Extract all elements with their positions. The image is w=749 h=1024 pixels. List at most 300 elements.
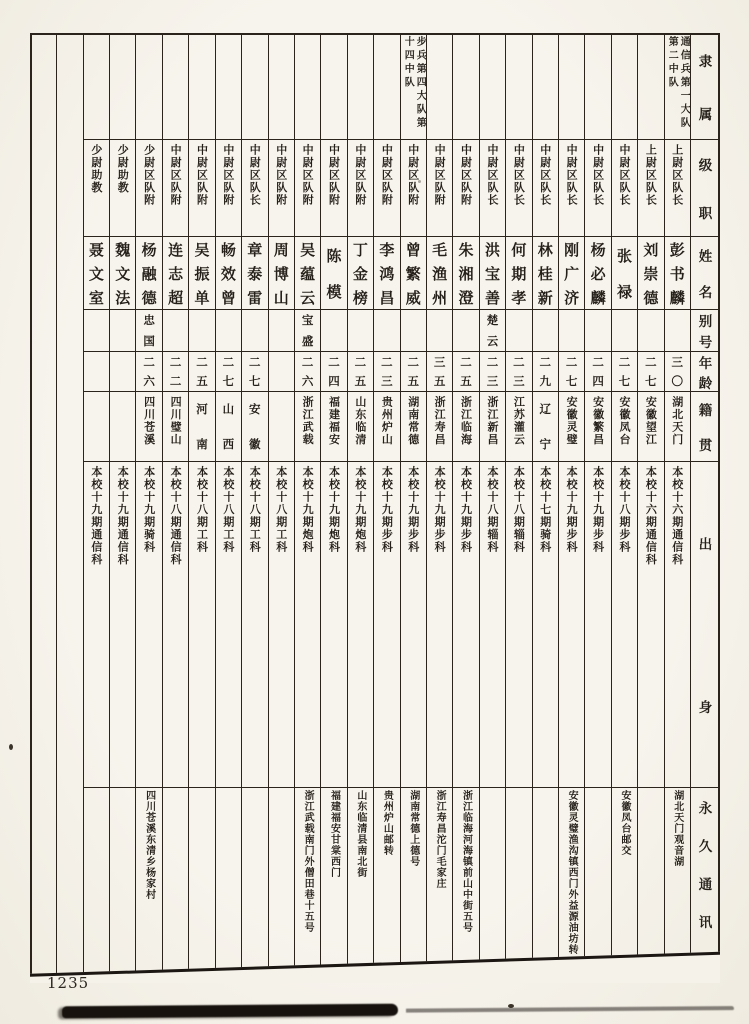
age-text <box>84 352 109 391</box>
name-text: 何 期 孝 <box>511 240 527 307</box>
origin-text: 本校十九期步科 <box>380 466 394 554</box>
age-row-cell <box>427 352 452 392</box>
alias-row-cell <box>612 310 637 352</box>
origin-row-cell <box>453 462 478 788</box>
address-row-cell <box>533 788 558 978</box>
affiliation-row-cell <box>84 33 109 140</box>
name-row-cell <box>401 237 426 310</box>
alias-text <box>189 310 214 351</box>
name-row-cell <box>216 237 241 310</box>
age-row-cell <box>533 352 558 392</box>
header-name: 姓 名 <box>698 249 713 301</box>
alias-row-cell <box>348 310 373 352</box>
address-text: 山东临清县南北街 <box>354 790 366 878</box>
age-text: 二 七 <box>645 354 657 389</box>
name-row-cell <box>585 237 610 310</box>
age-text: 二 五 <box>354 354 367 389</box>
affiliation-row-cell <box>533 33 558 140</box>
native-place-text: 安徽繁昌 <box>591 396 605 446</box>
address-row-cell <box>374 788 399 978</box>
rank-text: 中尉区队长 <box>512 144 526 207</box>
native-place-row-cell <box>374 392 399 462</box>
native-place-row-cell <box>321 392 346 462</box>
alias-text <box>427 310 452 351</box>
address-text: 浙江寿昌沱门毛家庄 <box>434 790 446 889</box>
native-place-row-cell <box>136 392 161 462</box>
age-row-cell <box>480 352 505 392</box>
age-row-cell <box>638 352 663 392</box>
affiliation-row-cell <box>269 33 294 140</box>
rank-text: 少尉区队附 <box>142 144 156 207</box>
native-place-row-cell <box>427 392 452 462</box>
name-text: 周 博 山 <box>273 240 289 307</box>
address-row-cell <box>189 788 214 978</box>
age-text: 三 〇 <box>671 354 684 389</box>
rank-row-cell <box>665 140 690 237</box>
person-column <box>268 33 294 978</box>
alias-text: 宝 盛 <box>301 313 314 348</box>
origin-text: 本校十九期通信科 <box>89 466 103 566</box>
name-text: 聂 文 室 <box>88 240 104 307</box>
native-place-row-cell <box>401 392 426 462</box>
alias-text <box>110 310 135 351</box>
alias-row-cell <box>427 310 452 352</box>
address-row-cell <box>559 788 584 978</box>
native-place-text: 四川璧山 <box>169 396 183 446</box>
rank-row-cell <box>585 140 610 237</box>
name-text: 连 志 超 <box>168 240 184 307</box>
native-place-row-cell <box>216 392 241 462</box>
person-column <box>188 33 214 978</box>
native-place-text: 安徽凤台 <box>617 396 631 446</box>
origin-text: 本校十八期辎科 <box>485 466 499 554</box>
affiliation-row-cell <box>585 33 610 140</box>
affiliation-row-cell <box>427 33 452 140</box>
address-text: 福建福安甘棠西门 <box>328 790 340 878</box>
name-text: 曾 繁 威 <box>405 240 421 307</box>
header-cell <box>691 310 720 352</box>
rank-text: 中尉区队附 <box>406 144 420 207</box>
address-row-cell <box>163 788 188 978</box>
affiliation-row-cell <box>348 33 373 140</box>
alias-text <box>348 310 373 351</box>
alias-row-cell <box>559 310 584 352</box>
alias-text <box>269 310 294 351</box>
rank-row-cell <box>374 140 399 237</box>
ink-smudge-artifact <box>62 1004 398 1019</box>
affiliation-row-cell <box>374 33 399 140</box>
rank-text: 中尉区队长 <box>591 144 605 207</box>
age-row-cell <box>136 352 161 392</box>
person-column <box>637 33 663 978</box>
affiliation-row-cell <box>321 33 346 140</box>
name-text: 畅 效 曾 <box>220 240 236 307</box>
affiliation-text: 步兵第四大队第十四中队 <box>402 36 426 131</box>
header-affiliation: 隶 属 <box>698 53 713 123</box>
rank-text: 中尉区队附 <box>195 144 209 207</box>
native-place-row-cell <box>84 392 109 462</box>
origin-row-cell <box>110 462 135 788</box>
header-origin: 出 身 <box>698 537 713 716</box>
age-text <box>269 352 294 391</box>
name-text: 林 桂 新 <box>537 240 553 307</box>
rank-row-cell <box>321 140 346 237</box>
origin-row-cell <box>189 462 214 788</box>
person-column <box>505 33 531 978</box>
person-column <box>373 33 399 978</box>
rank-row-cell <box>427 140 452 237</box>
alias-text <box>638 310 663 351</box>
address-row-cell <box>638 788 663 978</box>
origin-text: 本校十八期工科 <box>221 466 235 554</box>
name-row-cell <box>348 237 373 310</box>
age-text: 二 二 <box>169 354 182 389</box>
alias-text: 楚 云 <box>486 313 499 348</box>
address-row-cell <box>269 788 294 978</box>
alias-row-cell <box>321 310 346 352</box>
origin-text: 本校十九期步科 <box>591 466 605 554</box>
alias-text <box>321 310 346 351</box>
alias-row-cell <box>242 310 267 352</box>
person-column <box>162 33 188 978</box>
name-row-cell <box>480 237 505 310</box>
native-place-text: 安徽灵璧 <box>565 396 579 446</box>
rank-row-cell <box>136 140 161 237</box>
age-text: 二 四 <box>592 354 604 389</box>
alias-text <box>559 310 584 351</box>
rank-row-cell <box>84 140 109 237</box>
rank-row-cell <box>401 140 426 237</box>
age-row-cell <box>453 352 478 392</box>
name-text: 陈 模 <box>326 246 342 301</box>
native-place-row-cell <box>585 392 610 462</box>
age-row-cell <box>216 352 241 392</box>
rank-text: 少尉助教 <box>116 144 130 194</box>
address-text: 湖南常德上德号 <box>407 790 419 867</box>
affiliation-row-cell <box>110 33 135 140</box>
name-row-cell <box>295 237 320 310</box>
native-place-text: 安 徽 <box>249 402 261 451</box>
name-text: 张 禄 <box>616 246 632 301</box>
age-row-cell <box>321 352 346 392</box>
origin-text: 本校十九期步科 <box>406 466 420 554</box>
age-text: 二 五 <box>407 354 419 389</box>
origin-text: 本校十九期骑科 <box>142 466 156 554</box>
alias-text <box>612 310 637 351</box>
address-row-cell <box>612 788 637 978</box>
rank-row-cell <box>638 140 663 237</box>
rank-row-cell <box>189 140 214 237</box>
age-text: 二 四 <box>328 354 340 389</box>
origin-text: 本校十九期通信科 <box>116 466 130 566</box>
rank-text: 中尉区队附 <box>353 144 367 207</box>
rank-row-cell <box>453 140 478 237</box>
native-place-row-cell <box>110 392 135 462</box>
rank-row-cell <box>110 140 135 237</box>
alias-row-cell <box>453 310 478 352</box>
person-column <box>83 33 109 978</box>
age-text: 二 六 <box>143 354 155 389</box>
native-place-row-cell <box>533 392 558 462</box>
roster-table <box>30 33 720 983</box>
age-row-cell <box>84 352 109 392</box>
rank-row-cell <box>242 140 267 237</box>
age-row-cell <box>269 352 294 392</box>
rank-row-cell <box>163 140 188 237</box>
header-cell <box>691 462 720 788</box>
address-row-cell <box>453 788 478 978</box>
alias-text: 忠 国 <box>143 313 155 348</box>
header-rank: 级 职 <box>698 158 713 222</box>
origin-row-cell <box>506 462 531 788</box>
native-place-text: 湖北天门 <box>670 396 684 446</box>
rank-text: 中尉区队附 <box>301 144 315 207</box>
age-text: 二 九 <box>539 354 552 389</box>
origin-row-cell <box>533 462 558 788</box>
affiliation-row-cell <box>453 33 478 140</box>
native-place-row-cell <box>295 392 320 462</box>
name-row-cell <box>638 237 663 310</box>
rank-row-cell <box>216 140 241 237</box>
person-column <box>452 33 478 978</box>
affiliation-text: 通信兵第一大队第二中队 <box>666 36 690 131</box>
origin-row-cell <box>136 462 161 788</box>
alias-text <box>401 310 426 351</box>
rank-text: 中尉区队长 <box>617 144 631 207</box>
native-place-text: 安徽望江 <box>644 396 658 446</box>
header-cell <box>691 788 720 978</box>
affiliation-row-cell <box>189 33 214 140</box>
age-text: 二 七 <box>222 354 235 389</box>
name-text: 毛 渔 州 <box>432 240 448 307</box>
address-row-cell <box>321 788 346 978</box>
native-place-row-cell <box>453 392 478 462</box>
alias-text <box>453 310 478 351</box>
age-row-cell <box>585 352 610 392</box>
header-cell <box>691 392 720 462</box>
age-row-cell <box>189 352 214 392</box>
native-place-row-cell <box>506 392 531 462</box>
name-row-cell <box>559 237 584 310</box>
alias-row-cell <box>506 310 531 352</box>
header-cell <box>691 352 720 392</box>
rank-text: 中尉区队附 <box>380 144 394 207</box>
age-text: 三 五 <box>433 354 446 389</box>
header-cell <box>691 237 720 310</box>
name-row-cell <box>269 237 294 310</box>
origin-row-cell <box>321 462 346 788</box>
name-text: 吴 蕴 云 <box>300 240 316 307</box>
native-place-row-cell <box>612 392 637 462</box>
age-text: 二 七 <box>249 354 261 389</box>
origin-text: 本校十八期辎科 <box>512 466 526 554</box>
alias-text <box>163 310 188 351</box>
address-row-cell <box>480 788 505 978</box>
native-place-text: 辽 宁 <box>539 402 552 451</box>
rank-row-cell <box>612 140 637 237</box>
origin-row-cell <box>242 462 267 788</box>
rank-text: 中尉区队长 <box>485 144 499 207</box>
native-place-row-cell <box>269 392 294 462</box>
name-text: 魏 文 法 <box>115 240 131 307</box>
name-row-cell <box>427 237 452 310</box>
native-place-row-cell <box>559 392 584 462</box>
affiliation-row-cell <box>612 33 637 140</box>
name-row-cell <box>612 237 637 310</box>
rank-row-cell <box>295 140 320 237</box>
rank-text: 中尉区队附 <box>459 144 473 207</box>
origin-row-cell <box>638 462 663 788</box>
person-column <box>347 33 373 978</box>
age-row-cell <box>163 352 188 392</box>
rank-text: 中尉区队长 <box>565 144 579 207</box>
alias-row-cell <box>533 310 558 352</box>
native-place-text: 浙江新昌 <box>485 396 499 446</box>
age-row-cell <box>348 352 373 392</box>
person-column <box>611 33 637 978</box>
origin-row-cell <box>480 462 505 788</box>
age-row-cell <box>506 352 531 392</box>
age-text: 二 三 <box>486 354 499 389</box>
name-text: 李 鸿 昌 <box>379 240 395 307</box>
alias-row-cell <box>110 310 135 352</box>
origin-text: 本校十九期炮科 <box>353 466 367 554</box>
affiliation-row-cell <box>136 33 161 140</box>
name-text: 朱 湘 澄 <box>458 240 474 307</box>
age-text: 二 三 <box>513 354 525 389</box>
origin-text: 本校十七期骑科 <box>538 466 552 554</box>
alias-text <box>216 310 241 351</box>
address-row-cell <box>242 788 267 978</box>
address-row-cell <box>84 788 109 978</box>
native-place-text: 贵州炉山 <box>380 396 394 446</box>
age-text: 二 三 <box>381 354 393 389</box>
address-row-cell <box>401 788 426 978</box>
origin-text: 本校十八期工科 <box>248 466 262 554</box>
native-place-row-cell <box>665 392 690 462</box>
name-row-cell <box>321 237 346 310</box>
alias-row-cell <box>665 310 690 352</box>
age-row-cell <box>295 352 320 392</box>
address-text: 安徽凤台邮交 <box>618 790 630 856</box>
affiliation-row-cell <box>242 33 267 140</box>
name-row-cell <box>374 237 399 310</box>
name-text: 刚 广 济 <box>564 240 580 307</box>
alias-row-cell <box>163 310 188 352</box>
person-column <box>241 33 267 978</box>
person-column <box>215 33 241 978</box>
age-row-cell <box>374 352 399 392</box>
alias-row-cell <box>374 310 399 352</box>
rank-row-cell <box>269 140 294 237</box>
alias-row-cell <box>216 310 241 352</box>
alias-row-cell <box>401 310 426 352</box>
header-alias: 别 号 <box>698 314 713 351</box>
age-row-cell <box>559 352 584 392</box>
origin-row-cell <box>427 462 452 788</box>
affiliation-row-cell <box>506 33 531 140</box>
alias-text <box>533 310 558 351</box>
rank-row-cell <box>480 140 505 237</box>
address-row-cell <box>427 788 452 978</box>
age-text: 二 六 <box>301 354 314 389</box>
address-text: 湖北天门观音湖 <box>671 790 683 867</box>
affiliation-row-cell <box>401 33 426 140</box>
native-place-text: 福建福安 <box>327 396 341 446</box>
native-place-row-cell <box>163 392 188 462</box>
person-column <box>558 33 584 978</box>
native-place-row-cell <box>480 392 505 462</box>
native-place-text: 山东临清 <box>353 396 367 446</box>
address-row-cell <box>295 788 320 978</box>
rank-row-cell <box>533 140 558 237</box>
affiliation-row-cell <box>295 33 320 140</box>
origin-text: 本校十九期步科 <box>459 466 473 554</box>
rank-text: 上尉区队长 <box>670 144 684 207</box>
address-row-cell <box>110 788 135 978</box>
origin-text: 本校十六期通信科 <box>670 466 684 566</box>
address-text: 贵州炉山邮转 <box>381 790 393 856</box>
table-border-left <box>30 33 32 978</box>
native-place-text: 浙江武载 <box>301 396 315 446</box>
origin-text: 本校十九期炮科 <box>301 466 315 554</box>
person-column <box>584 33 610 978</box>
name-row-cell <box>136 237 161 310</box>
name-text: 杨 必 麟 <box>590 240 606 307</box>
table-border-right <box>718 33 720 955</box>
name-text: 丁 金 榜 <box>352 240 368 307</box>
empty-column <box>30 33 56 978</box>
alias-row-cell <box>136 310 161 352</box>
person-column <box>320 33 346 978</box>
age-text: 二 五 <box>460 354 472 389</box>
native-place-row-cell <box>348 392 373 462</box>
address-row-cell <box>216 788 241 978</box>
native-place-text: 浙江寿昌 <box>433 396 447 446</box>
alias-row-cell <box>295 310 320 352</box>
name-row-cell <box>110 237 135 310</box>
rank-text: 中尉区队附 <box>327 144 341 207</box>
rank-text: 中尉区队附 <box>221 144 235 207</box>
table-header-column <box>690 33 720 978</box>
origin-row-cell <box>401 462 426 788</box>
person-column <box>664 33 690 978</box>
person-column <box>479 33 505 978</box>
native-place-text: 湖南常德 <box>406 396 420 446</box>
address-row-cell <box>136 788 161 978</box>
header-age: 年 龄 <box>698 356 713 392</box>
origin-row-cell <box>348 462 373 788</box>
scan-artifact <box>9 744 13 750</box>
affiliation-row-cell <box>480 33 505 140</box>
name-row-cell <box>506 237 531 310</box>
alias-text <box>242 310 267 351</box>
origin-text: 本校十八期工科 <box>274 466 288 554</box>
alias-text <box>585 310 610 351</box>
scan-artifact <box>508 1004 514 1008</box>
address-text: 浙江武载南门外僧田巷十五号 <box>302 790 314 933</box>
name-text: 刘 崇 德 <box>643 240 659 307</box>
name-text: 杨 融 德 <box>141 240 157 307</box>
native-place-text: 四川苍溪 <box>142 396 156 446</box>
rank-text: 中尉区队附 <box>274 144 288 207</box>
header-cell <box>691 140 720 237</box>
person-column <box>400 33 426 978</box>
origin-text: 本校十八期通信科 <box>169 466 183 566</box>
name-row-cell <box>453 237 478 310</box>
origin-row-cell <box>585 462 610 788</box>
person-column <box>294 33 320 978</box>
